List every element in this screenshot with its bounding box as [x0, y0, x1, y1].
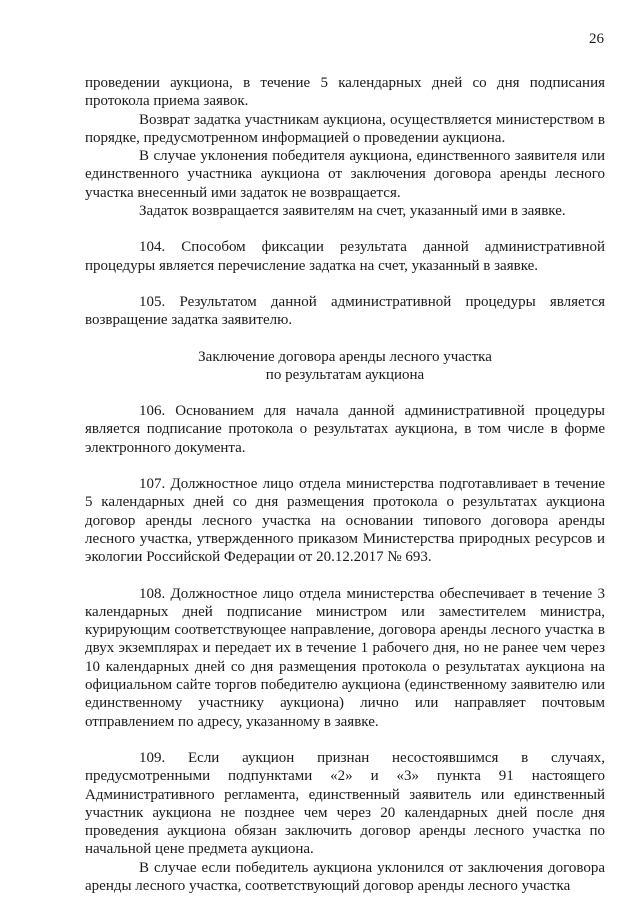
- paragraph-108: 108. Должностное лицо отдела министерства обеспечивает в течение 3 календарных дней подписание министром или заместителем министра, курирующим соответствующее направление, договора аренды лесного участка в двух экземплярах и передает их в течение 1 рабочего дня, но не ранее чем через 10 календарных дней со дня размещения протокола о результатах аукциона на официальном сайте торгов победителю аукциона (единственному заявителю или единственному участнику аукциона) лично или направляет почтовым отправлением по адресу, указанному в заявке.: [85, 585, 605, 730]
- paragraph-evasion: В случае уклонения победителя аукциона, единственного заявителя или единственного участника аукциона от заключения договора аренды лесного участка внесенный ими задаток не возвращается.: [85, 148, 605, 201]
- paragraph-continuation: проведении аукциона, в течение 5 календарных дней со дня подписания протокола приема заявок.: [85, 75, 605, 110]
- paragraph-deposit-account: Задаток возвращается заявителям на счет, указанный ими в заявке.: [139, 203, 566, 220]
- document-body: [85, 74, 605, 895]
- paragraph-106: 106. Основанием для начала данной административной процедуры является подписание протокола о результатах аукциона, в том числе в форме электронного документа.: [85, 403, 605, 456]
- paragraph-107: 107. Должностное лицо отдела министерства подготавливает в течение 5 календарных дней со дня размещения протокола о результатах аукциона договор аренды лесного участка на основании типового договора аренды лесного участка, утвержденного приказом Министерства природных ресурсов и экологии Российской Федерации от 20.12.2017 № 693.: [85, 476, 605, 566]
- paragraph-105: 105. Результатом данной административной процедуры является возвращение задатка заявителю.: [85, 293, 605, 329]
- page-number: 26: [589, 31, 604, 47]
- paragraph-winner-evasion: В случае если победитель аукциона уклонился от заключения договора аренды лесного участка, соответствующий договор аренды лесного участка: [85, 859, 605, 894]
- section-heading: [85, 348, 605, 385]
- section-heading-line-2: по результатам аукциона: [265, 366, 425, 383]
- paragraph-109: 109. Если аукцион признан несостоявшимся в случаях, предусмотренными подпунктами «2» и «3» пункта 91 настоящего Административного регламента, единственный заявитель или единственный участник аукциона не позднее чем через 20 календарных дней после дня проведения аукциона обязан заключить договор аренды лесного участка по начальной цене предмета аукциона.: [85, 749, 605, 858]
- section-heading-line-1: Заключение договора аренды лесного участка: [198, 348, 492, 365]
- paragraph-deposit-return: Возврат задатка участникам аукциона, осуществляется министерством в порядке, предусмотренном информацией о проведении аукциона.: [85, 111, 605, 146]
- paragraph-104: 104. Способом фиксации результата данной административной процедуры является перечисление задатка на счет, указанный в заявке.: [85, 239, 605, 274]
